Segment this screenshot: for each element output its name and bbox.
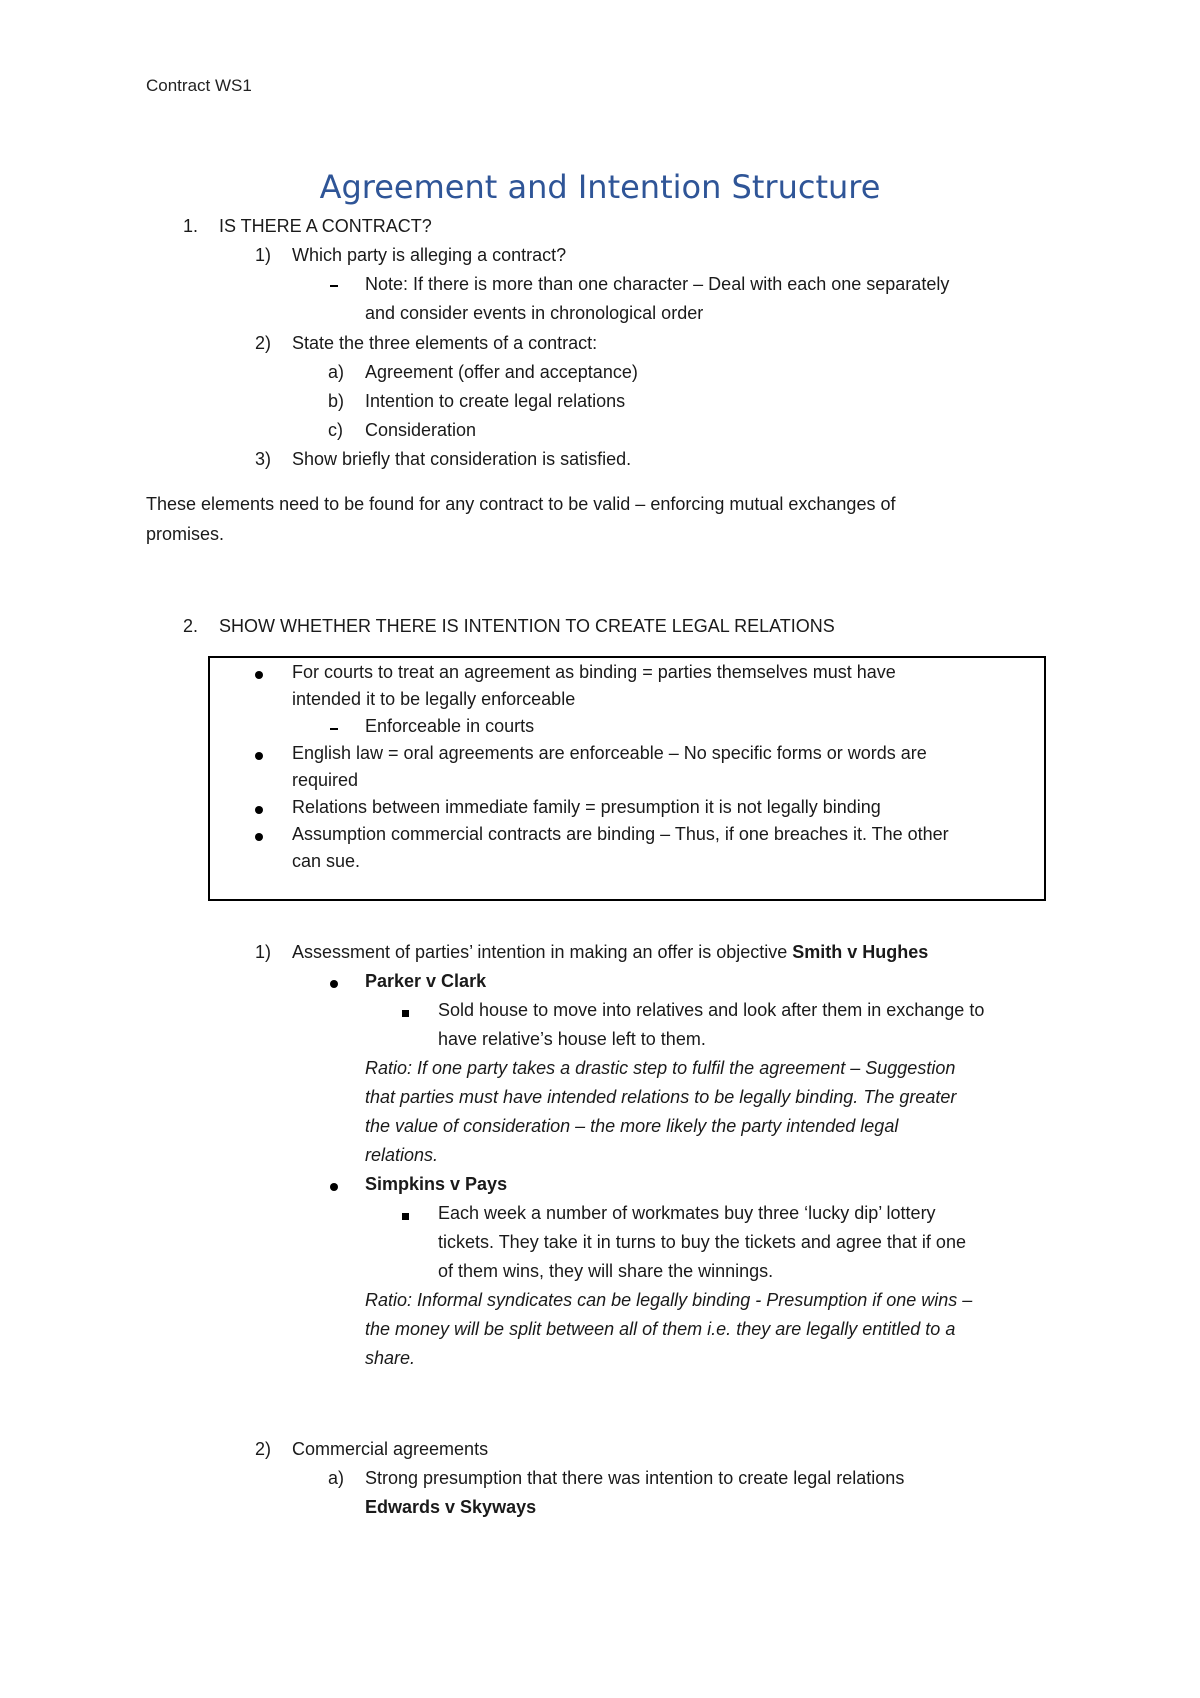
fact-line: Each week a number of workmates buy three ‘lucky dip’ lottery [438, 1203, 936, 1223]
case-name: Parker v Clark [365, 971, 487, 991]
paragraph-line: promises. [146, 524, 225, 544]
item-text: Which party is alleging a contract? [292, 245, 567, 265]
bullet-icon [330, 980, 338, 988]
dash-bullet [330, 285, 338, 287]
dash-bullet [330, 728, 338, 730]
page-title: Agreement and Intention Structure [319, 168, 881, 206]
square-bullet-icon [402, 1213, 409, 1220]
element-letter: b) [328, 391, 345, 411]
square-bullet-icon [402, 1010, 409, 1017]
section2-number: 2. [183, 616, 199, 636]
item-number: 3) [255, 449, 272, 469]
element-letter: a) [328, 362, 345, 382]
item-text: Assessment of parties’ intention in making an offer is objective Smith v Hughes [292, 942, 929, 962]
item-number: 2) [255, 333, 272, 353]
page-header: Contract WS1 [146, 76, 252, 95]
ratio-line: that parties must have intended relations to be legally binding. The greater [365, 1087, 957, 1107]
item-text: Strong presumption that there was intention to create legal relations [365, 1468, 905, 1488]
section1-number: 1. [183, 216, 199, 236]
ratio-line: Ratio: If one party takes a drastic step to fulfil the agreement – Suggestion [365, 1058, 956, 1078]
note-line: and consider events in chronological order [365, 303, 704, 323]
box-line: For courts to treat an agreement as binding = parties themselves must have [292, 662, 896, 682]
box-line: English law = oral agreements are enforceable – No specific forms or words are [292, 743, 927, 763]
ratio-line: the money will be split between all of them i.e. they are legally entitled to a [365, 1319, 956, 1339]
paragraph-line: These elements need to be found for any contract to be valid – enforcing mutual exchanges of [146, 494, 896, 514]
element-letter: a) [328, 1468, 345, 1488]
bullet-icon [330, 1183, 338, 1191]
box-line: intended it to be legally enforceable [292, 689, 576, 709]
box-line: Enforceable in courts [365, 716, 535, 736]
box-line: required [292, 770, 359, 790]
bullet-icon [255, 806, 263, 814]
bullet-icon [255, 671, 263, 679]
item-text: State the three elements of a contract: [292, 333, 598, 353]
box-line: can sue. [292, 851, 361, 871]
item-number: 1) [255, 245, 272, 265]
fact-line: Sold house to move into relatives and look after them in exchange to [438, 1000, 985, 1020]
case-name: Edwards v Skyways [365, 1497, 537, 1517]
case-name: Smith v Hughes [792, 942, 929, 962]
bullet-icon [255, 833, 263, 841]
note-line: Note: If there is more than one character – Deal with each one separately [365, 274, 950, 294]
element-text: Intention to create legal relations [365, 391, 626, 411]
fact-line: of them wins, they will share the winnings. [438, 1261, 774, 1281]
section1-heading: IS THERE A CONTRACT? [219, 216, 432, 236]
bullet-icon [255, 752, 263, 760]
item-number: 2) [255, 1439, 272, 1459]
ratio-line: Ratio: Informal syndicates can be legally binding - Presumption if one wins – [365, 1290, 973, 1310]
ratio-line: relations. [365, 1145, 439, 1165]
item-number: 1) [255, 942, 272, 962]
section2-heading: SHOW WHETHER THERE IS INTENTION TO CREATE LEGAL RELATIONS [219, 616, 835, 636]
ratio-line: the value of consideration – the more likely the party intended legal [365, 1116, 899, 1136]
fact-line: have relative’s house left to them. [438, 1029, 706, 1049]
item-text: Show briefly that consideration is satisfied. [292, 449, 632, 469]
element-text: Agreement (offer and acceptance) [365, 362, 638, 382]
element-text: Consideration [365, 420, 477, 440]
item-text: Commercial agreements [292, 1439, 489, 1459]
fact-line: tickets. They take it in turns to buy the tickets and agree that if one [438, 1232, 966, 1252]
element-letter: c) [328, 420, 343, 440]
case-name: Simpkins v Pays [365, 1174, 508, 1194]
box-line: Assumption commercial contracts are binding – Thus, if one breaches it. The other [292, 824, 949, 844]
ratio-line: share. [365, 1348, 416, 1368]
box-line: Relations between immediate family = presumption it is not legally binding [292, 797, 881, 817]
